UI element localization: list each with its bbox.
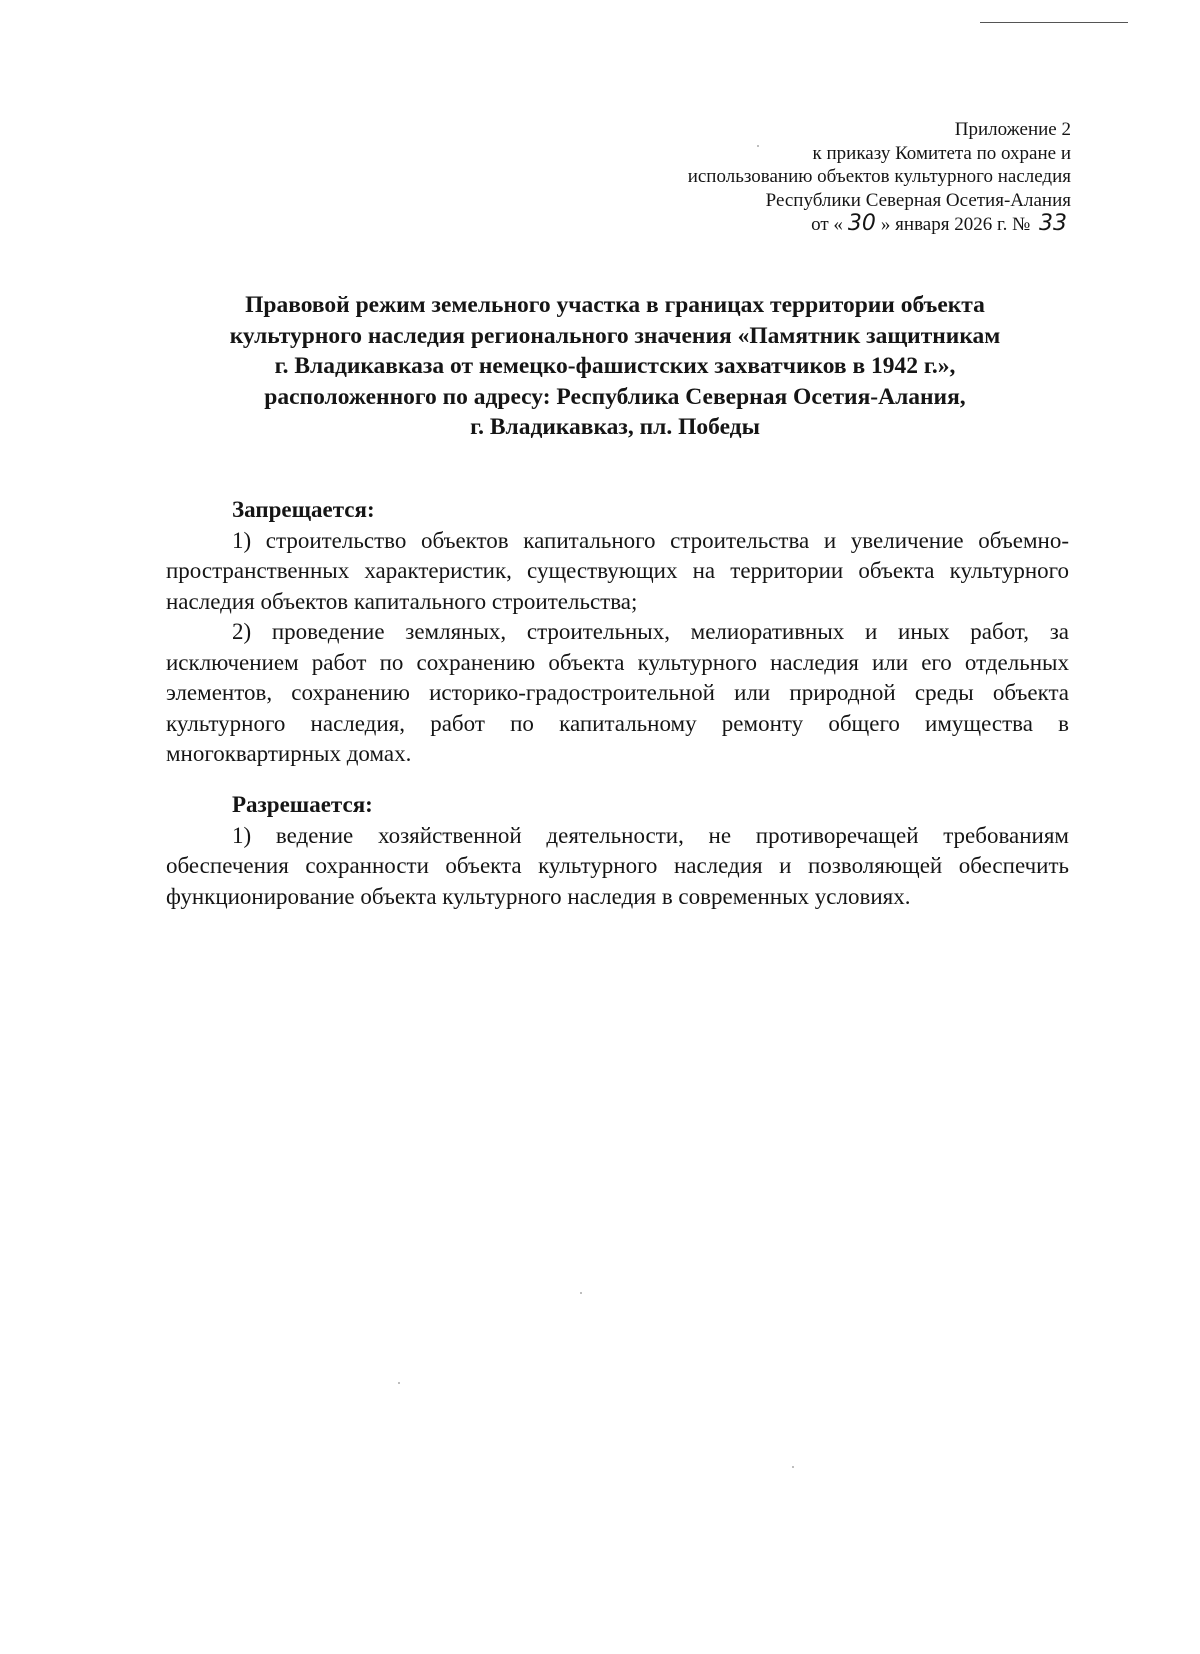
- top-rule: [980, 22, 1128, 23]
- prohibited-item-2: 2) проведение земляных, строительных, мелиоративных и иных работ, за исключением работ по сохранению объекта культурного наследия или его отдельных элементов, сохранению историко-градостроительной или природной среды объекта культурного наследия, работ по капитальному ремонту общего имущества в многоквартирных домах.: [166, 619, 1069, 766]
- date-prefix: от «: [811, 214, 843, 235]
- annex-block: [511, 118, 1071, 237]
- prohibited-section: [166, 495, 1069, 770]
- allowed-heading: Разрешается:: [232, 792, 373, 817]
- allowed-section: [166, 790, 1069, 912]
- handwritten-order-number: 33: [1039, 211, 1067, 236]
- allowed-item-1: 1) ведение хозяйственной деятельности, не противоречащей требованиям обеспечения сохранности объекта культурного наследия и позволяющей обеспечить функционирование объекта культурного наследия в современных условиях.: [166, 822, 1069, 909]
- scan-speck: [792, 1466, 794, 1468]
- annex-order-ref: к приказу Комитета по охране и: [812, 142, 1071, 164]
- title-line-3: г. Владикавказа от немецко-фашистских захватчиков в 1942 г.»,: [274, 353, 956, 379]
- date-suffix: » января 2026 г. №: [880, 214, 1031, 235]
- title-line-5: г. Владикавказ, пл. Победы: [470, 414, 760, 440]
- annex-committee: использованию объектов культурного наследия: [687, 166, 1071, 187]
- scan-speck: [757, 145, 759, 147]
- handwritten-day: 30: [847, 211, 876, 236]
- title-line-2: культурного наследия регионального значения «Памятник защитникам: [229, 322, 1001, 349]
- scan-speck: [580, 1292, 582, 1294]
- title-line-1: Правовой режим земельного участка в границах территории объекта: [245, 292, 985, 318]
- annex-date-line: [511, 212, 1071, 237]
- prohibited-heading: Запрещается:: [232, 497, 375, 522]
- title-line-4: расположенного по адресу: Республика Северная Осетия-Алания,: [264, 383, 966, 410]
- document-title: [160, 290, 1070, 443]
- prohibited-item-1: 1) строительство объектов капитального строительства и увеличение объемно- пространственных характеристик, существующих на территории объекта культурного наследия объектов капитального строительства;: [166, 527, 1069, 614]
- annex-republic: Республики Северная Осетия-Алания: [765, 189, 1071, 211]
- scan-speck: [398, 1382, 400, 1384]
- annex-title: Приложение 2: [954, 119, 1071, 140]
